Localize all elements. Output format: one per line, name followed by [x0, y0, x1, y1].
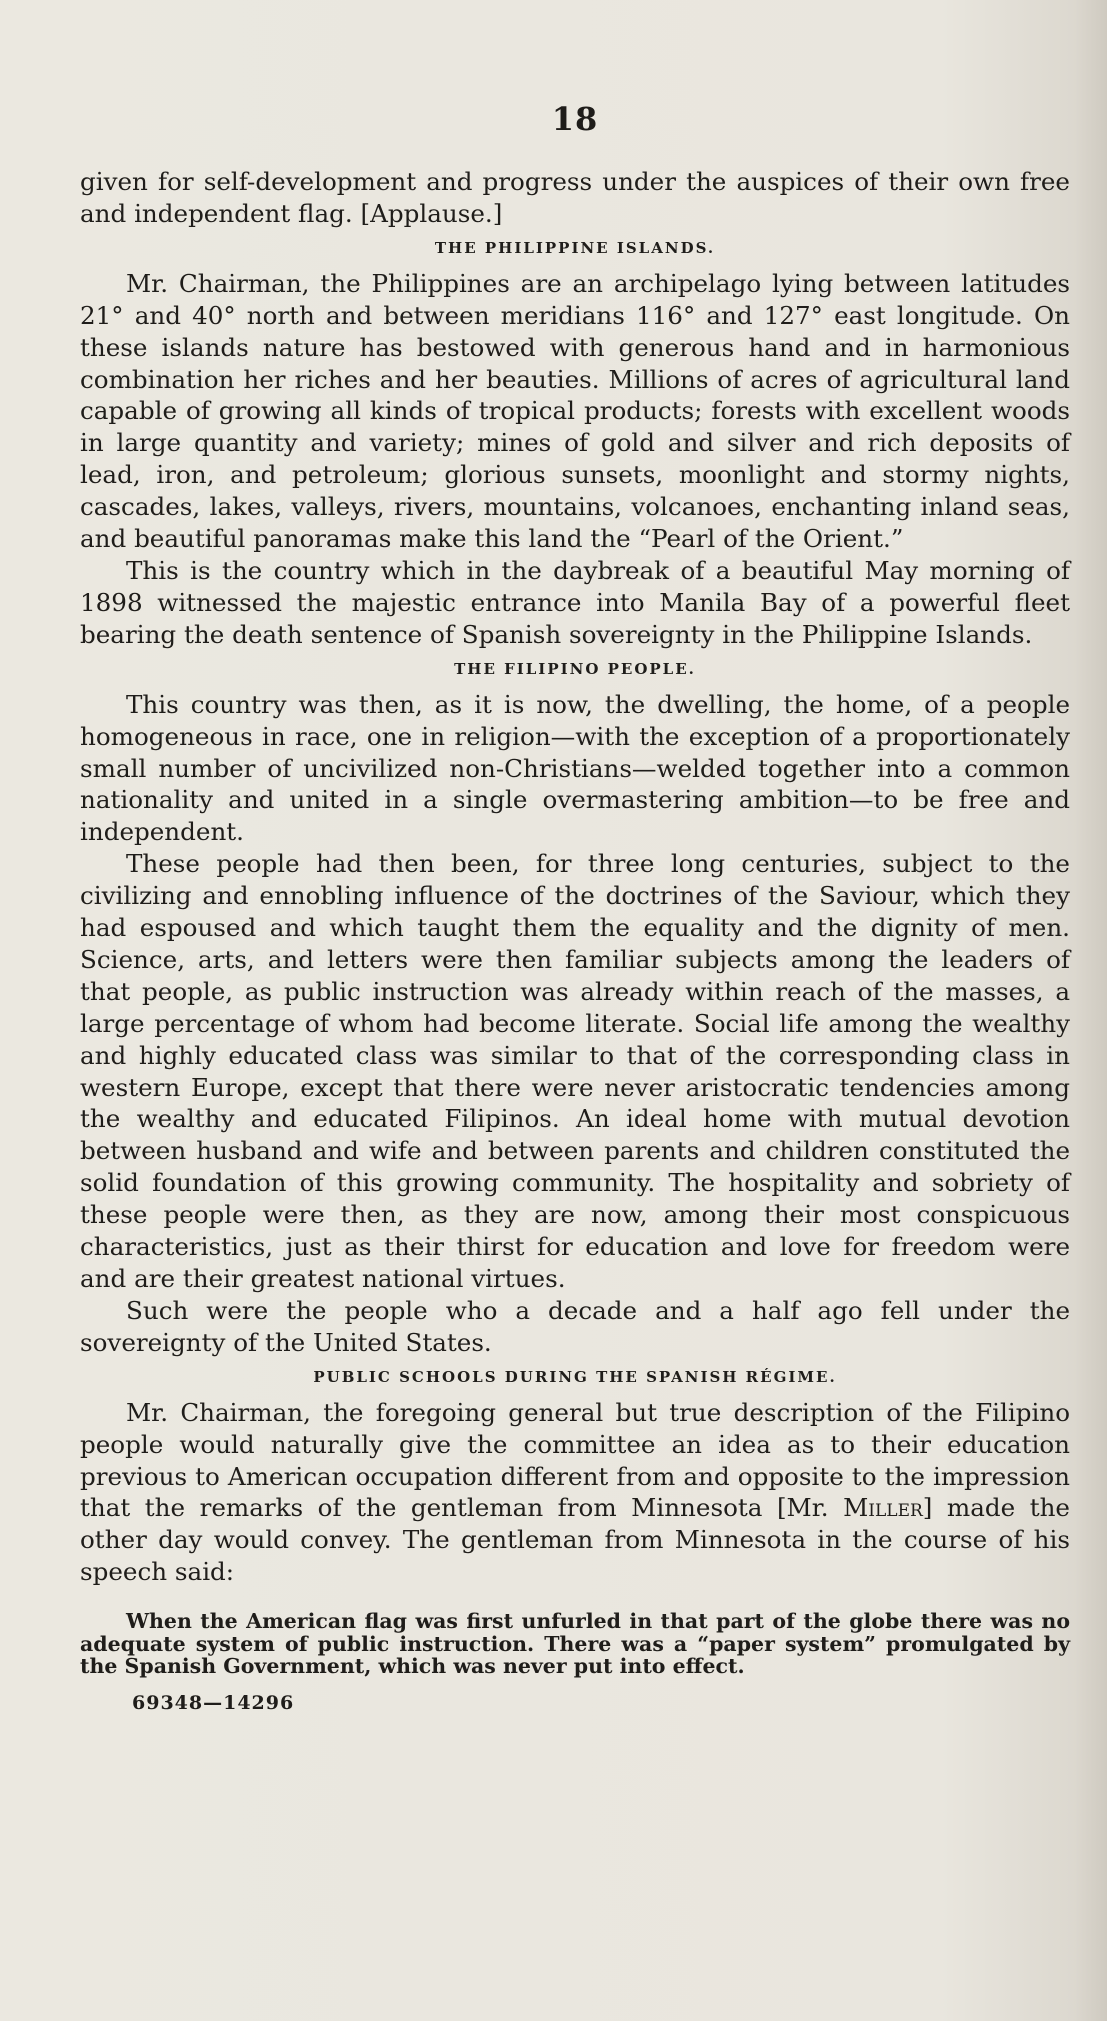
section-heading-public-schools: PUBLIC SCHOOLS DURING THE SPANISH RÉGIME. [313, 1367, 837, 1386]
paragraph-three-centuries: These people had then been, for three long centuries, subject to the civilizing and ennobling influence of the doctrines of the Saviour, which they had espoused and which taught them the equality and the dignity of men. Science, arts, and letters were then familiar subjects among the leaders of that people, as public instruction was already within reach of the masses, a large percentage of whom had become literate. Social life among the wealthy and highly educated class was similar to that of the corresponding class in western Europe, except that there were never aristocratic tendencies among the wealthy and educated Filipinos. An ideal home with mutual devotion between husband and wife and between parents and children constituted the solid foundation of this growing community. The hospitality and sobriety of these people were then, as they are now, among their most conspicuous characteristics, just as their thirst for education and love for freedom were and are their greatest national virtues. [80, 849, 1070, 1293]
paragraph-text-end: ] made the other day would convey. The gentleman from Minnesota in the course of his speech said: [80, 1493, 1070, 1587]
paragraph-foregoing-description [80, 1397, 1070, 1588]
paragraph-intro: given for self-development and progress under the auspices of their own free and independent flag. [Applause.] [80, 167, 1070, 228]
section-heading-philippine-islands: THE PHILIPPINE ISLANDS. [434, 238, 716, 257]
section-heading-filipino-people: THE FILIPINO PEOPLE. [454, 659, 696, 678]
page-content [80, 100, 1070, 1714]
block-quote: When the American flag was first unfurled in that part of the globe there was no adequate system of public instruction. There was a “paper system” promulgated by the Spanish Government, which was never put into effect. [80, 1609, 1070, 1679]
paragraph-sovereignty: Such were the people who a decade and a half ago fell under the sovereignty of the United States. [80, 1295, 1070, 1357]
page-number: 18 [551, 100, 599, 138]
paragraph-archipelago: Mr. Chairman, the Philippines are an archipelago lying between latitudes 21° and 40° north and between meridians 116° and 127° east longitude. On these islands nature has bestowed with generous hand and in harmonious combination her riches and her beauties. Millions of acres of agricultural land capable of growing all kinds of tropical products; forests with excellent woods in large quantity and variety; mines of gold and silver and rich deposits of lead, iron, and petroleum; glorious sunsets, moonlight and stormy nights, cascades, lakes, valleys, rivers, mountains, volcanoes, enchanting inland seas, and beautiful panoramas make this land the “Pearl of the Orient.” [80, 268, 1070, 554]
print-code: 69348—14296 [132, 1691, 295, 1714]
paragraph-manila-bay: This is the country which in the daybreak of a beautiful May morning of 1898 witnessed the majestic entrance into Manila Bay of a powerful fleet bearing the death sentence of Spanish sovereignty in the Philippine Islands. [80, 555, 1070, 649]
paragraph-homogeneous-people: This country was then, as it is now, the dwelling, the home, of a people homogeneous in race, one in religion—with the exception of a proportionately small number of uncivilized non-Christians—welded together into a common nationality and united in a single overmastering ambition—to be free and independent. [80, 689, 1070, 847]
paragraph-text-start: Mr. Chairman, the foregoing general but true description of the Filipino people would naturally give the committee an idea as to their education previous to American occupation different from and opposite to the impression that the remarks of the gentleman from Minnesota [Mr. [80, 1397, 1070, 1523]
speaker-name: Miller [843, 1493, 923, 1523]
